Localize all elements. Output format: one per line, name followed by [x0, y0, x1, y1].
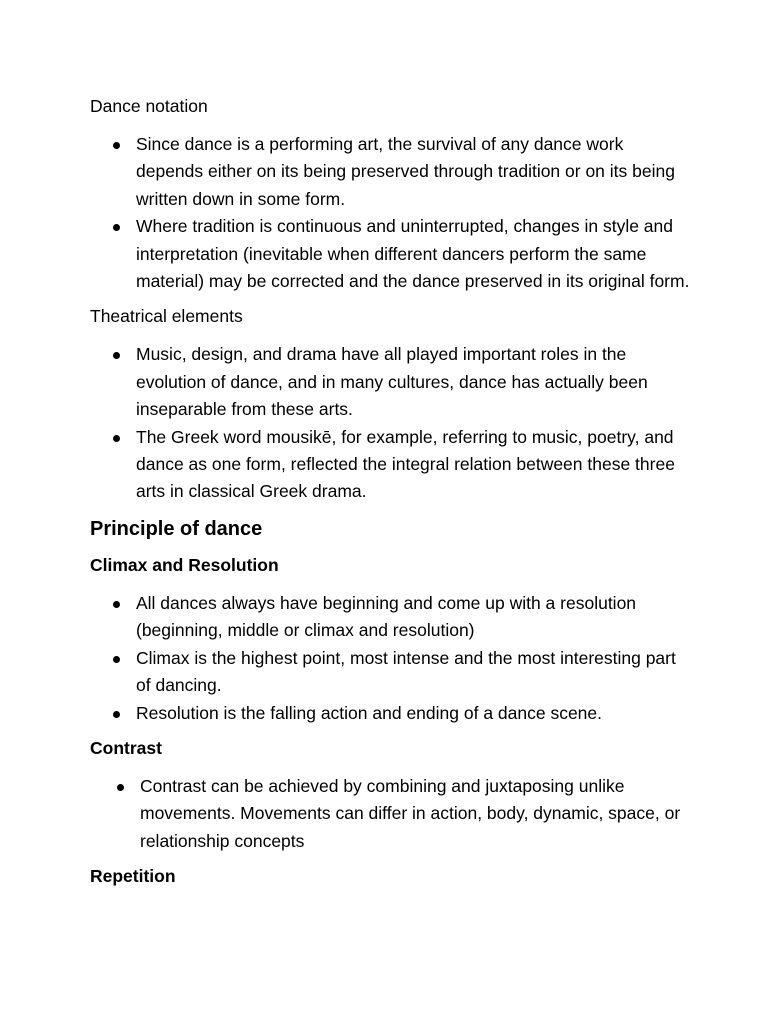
list-item-text: Where tradition is continuous and uninterrupted, changes in style and interpretation (inevitable when different dancers perform the same material) may be corrected and the dance preserved in its original form.	[136, 216, 690, 292]
list-item	[90, 131, 690, 213]
list-item-text: The Greek word mousikē, for example, referring to music, poetry, and dance as one form, reflected the integral relation between these three arts in classical Greek drama.	[136, 426, 675, 502]
subheading-contrast: Contrast	[90, 737, 162, 758]
list-item-text: Music, design, and drama have all played important roles in the evolution of dance, and in many cultures, dance has actually been inseparable from these arts.	[136, 344, 648, 420]
bullet-icon	[113, 656, 120, 663]
heading-principle-of-dance: Principle of dance	[90, 517, 263, 540]
bullet-icon	[113, 142, 120, 149]
list-item-text: Since dance is a performing art, the survival of any dance work depends either on its being preserved through tradition or on its being written down in some form.	[136, 134, 675, 209]
bullet-icon	[113, 711, 120, 718]
bullet-icon	[113, 601, 120, 608]
subheading-repetition: Repetition	[90, 866, 176, 887]
bullet-list-theatrical-elements	[90, 341, 690, 505]
list-item-text: Climax is the highest point, most intense and the most interesting part of dancing.	[136, 647, 676, 696]
list-item	[90, 424, 690, 506]
list-item	[90, 341, 690, 423]
bullet-icon	[113, 352, 120, 359]
list-item-text: All dances always have beginning and come up with a resolution (beginning, middle or climax and resolution)	[136, 592, 637, 641]
bullet-icon	[113, 224, 120, 231]
bullet-list-dance-notation	[90, 131, 690, 295]
bullet-icon	[113, 435, 120, 442]
list-item	[90, 773, 690, 855]
subheading-climax-and-resolution: Climax and Resolution	[90, 554, 279, 575]
list-item-text: Contrast can be achieved by combining and juxtaposing unlike movements. Movements can differ in action, body, dynamic, space, or relationship concepts	[140, 775, 681, 851]
bullet-list-contrast	[90, 773, 690, 855]
list-item	[90, 700, 690, 727]
bullet-list-climax	[90, 590, 690, 727]
list-item-text: Resolution is the falling action and ending of a dance scene.	[136, 702, 603, 723]
list-item	[90, 590, 690, 645]
section-heading-dance-notation: Dance notation	[90, 96, 208, 116]
bullet-icon	[117, 784, 124, 791]
list-item	[90, 213, 690, 295]
document-page	[90, 94, 690, 901]
section-heading-theatrical-elements: Theatrical elements	[90, 306, 243, 327]
list-item	[90, 645, 690, 700]
